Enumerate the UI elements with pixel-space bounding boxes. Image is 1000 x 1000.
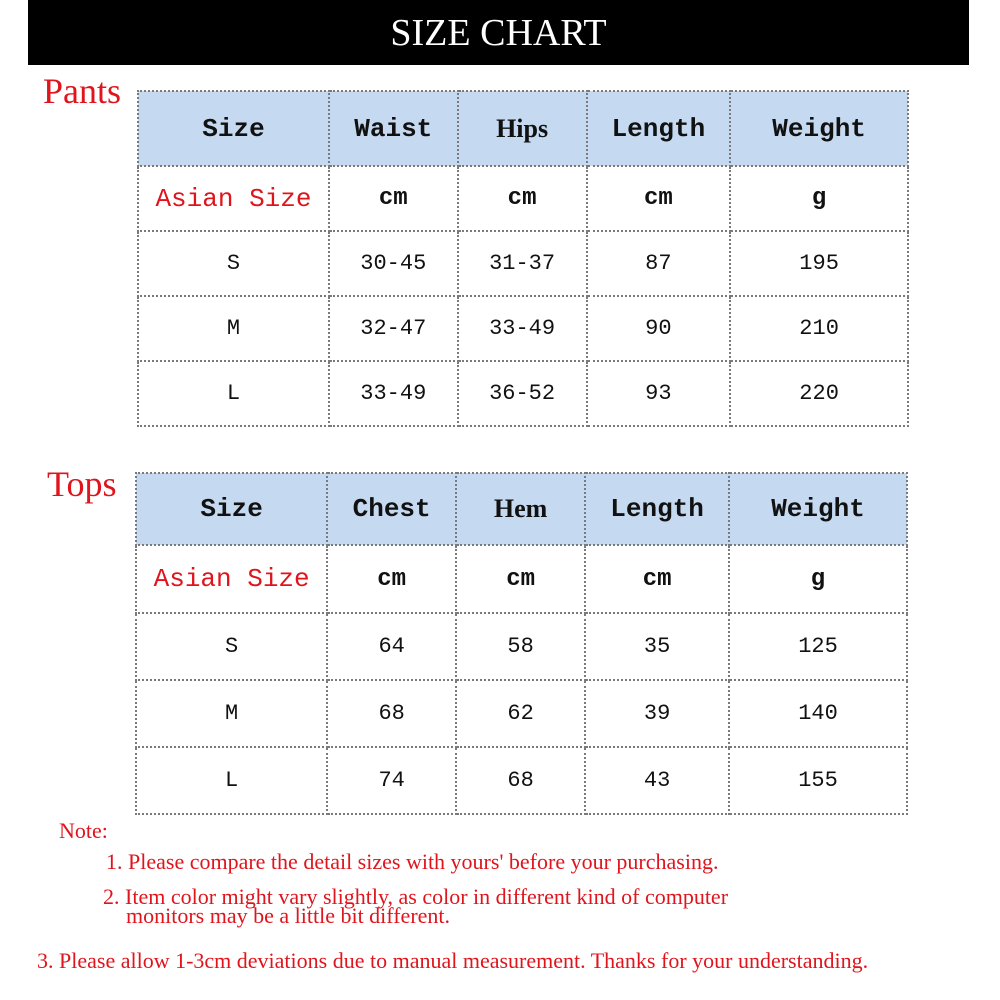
unit-cell: cm <box>587 166 731 231</box>
table-row <box>138 296 908 361</box>
size-cell: L <box>138 361 329 426</box>
column-header-chest: Chest <box>327 473 456 545</box>
chest-cell: 64 <box>327 613 456 680</box>
table-row <box>136 680 907 747</box>
hem-cell: 68 <box>456 747 585 814</box>
column-header-size: Size <box>136 473 327 545</box>
hips-cell: 31-37 <box>458 231 587 296</box>
column-header-waist: Waist <box>329 91 458 166</box>
tops-size-table <box>135 472 908 815</box>
unit-cell: cm <box>585 545 729 613</box>
column-header-weight: Weight <box>729 473 907 545</box>
note-item-2: 2. Item color might vary slightly, as color in different kind of computer <box>103 884 729 909</box>
length-cell: 93 <box>587 361 731 426</box>
asian-size-label: Asian Size <box>136 545 327 613</box>
column-header-length: Length <box>585 473 729 545</box>
length-cell: 43 <box>585 747 729 814</box>
pants-section-label: Pants <box>43 71 122 111</box>
weight-cell: 125 <box>729 613 907 680</box>
column-header-size: Size <box>138 91 329 166</box>
length-cell: 35 <box>585 613 729 680</box>
note-item-3: 3. Please allow 1-3cm deviations due to manual measurement. Thanks for your understanding. <box>37 948 869 973</box>
tops-section-label: Tops <box>47 464 117 504</box>
units-row <box>136 545 907 613</box>
hips-cell: 33-49 <box>458 296 587 361</box>
unit-cell: cm <box>327 545 456 613</box>
asian-size-label: Asian Size <box>138 166 329 231</box>
size-cell: L <box>136 747 327 814</box>
table-header-row <box>136 473 907 545</box>
column-header-length: Length <box>587 91 731 166</box>
chest-cell: 74 <box>327 747 456 814</box>
units-row <box>138 166 908 231</box>
weight-cell: 210 <box>730 296 908 361</box>
size-cell: M <box>136 680 327 747</box>
note-item-2-continued: monitors may be a little bit different. <box>126 903 451 928</box>
unit-cell: g <box>729 545 907 613</box>
table-row <box>136 747 907 814</box>
column-header-hips: Hips <box>458 91 587 166</box>
weight-cell: 155 <box>729 747 907 814</box>
column-header-weight: Weight <box>730 91 908 166</box>
size-cell: S <box>136 613 327 680</box>
weight-cell: 220 <box>730 361 908 426</box>
table-row <box>138 361 908 426</box>
unit-cell: cm <box>458 166 587 231</box>
length-cell: 39 <box>585 680 729 747</box>
hem-cell: 62 <box>456 680 585 747</box>
page-title: SIZE CHART <box>390 11 607 54</box>
column-header-hem: Hem <box>456 473 585 545</box>
weight-cell: 195 <box>730 231 908 296</box>
length-cell: 90 <box>587 296 731 361</box>
chest-cell: 68 <box>327 680 456 747</box>
waist-cell: 32-47 <box>329 296 458 361</box>
hem-cell: 58 <box>456 613 585 680</box>
unit-cell: cm <box>456 545 585 613</box>
note-title: Note: <box>59 818 108 843</box>
note-item-1: 1. Please compare the detail sizes with yours' before your purchasing. <box>106 849 719 874</box>
waist-cell: 33-49 <box>329 361 458 426</box>
pants-size-table <box>137 90 909 427</box>
weight-cell: 140 <box>729 680 907 747</box>
waist-cell: 30-45 <box>329 231 458 296</box>
length-cell: 87 <box>587 231 731 296</box>
unit-cell: g <box>730 166 908 231</box>
unit-cell: cm <box>329 166 458 231</box>
hips-cell: 36-52 <box>458 361 587 426</box>
table-row <box>136 613 907 680</box>
size-cell: M <box>138 296 329 361</box>
size-chart-banner <box>28 0 969 65</box>
table-row <box>138 231 908 296</box>
size-cell: S <box>138 231 329 296</box>
table-header-row <box>138 91 908 166</box>
